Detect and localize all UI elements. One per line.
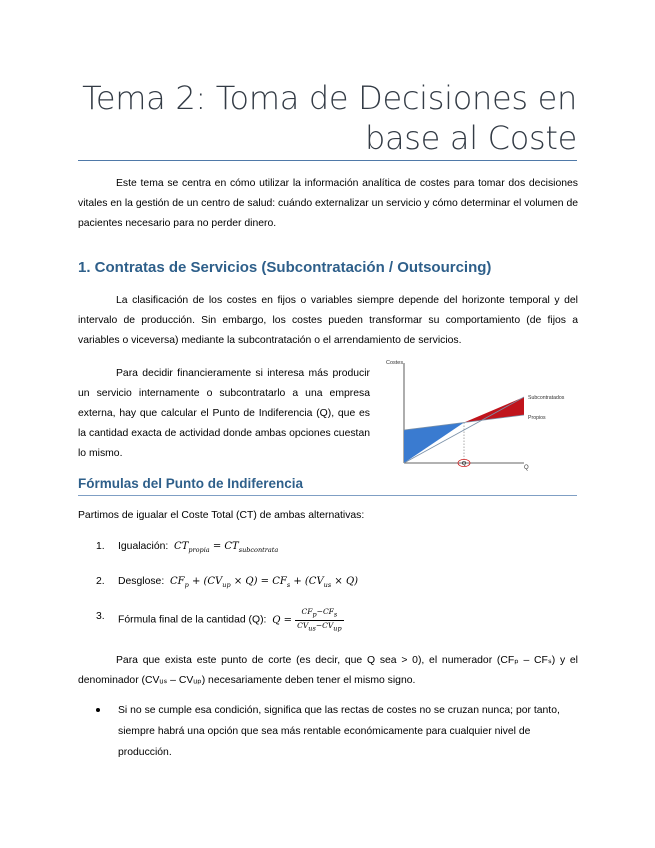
chart-legend-propios: Propios [528,415,546,421]
formula-steps [78,537,578,642]
step-1-equation: $CT_{propia} = CT_{subcontrata}$ [174,541,279,554]
page-title [57,78,577,158]
chart-q-label: Q [461,461,467,467]
step-1-number: 1. [96,541,105,552]
step-2-label: Desglose: [118,576,165,587]
section-1-paragraph-1: La clasificación de los costes en fijos o variables siempre depende del horizonte temporal y del intervalo de producción. Sin embargo, los costes pueden transformar su comportamiento (de fijos a variables o viceversa) mediante la subcontratación o el arrendamiento de servicios. [78,295,578,346]
title-divider [78,160,577,161]
step-3 [78,607,578,642]
bullet-text: Si no se cumple esa condición, significa que las rectas de costes no se cruzan nunca; por tanto, siempre habrá una opción que sea más rentable económicamente para cualquier nivel de producción. [118,705,560,758]
step-1 [78,537,578,572]
section-2-divider [78,495,577,496]
intro-paragraph: Este tema se centra en cómo utilizar la información analítica de costes para tomar dos decisiones vitales en la gestión de un centro de salud: cuándo externalizar un servicio y cómo determinar el volumen de pacientes necesario para no perder dinero. [78,178,578,229]
indifference-chart [378,355,578,477]
section-1-heading: 1. Contratas de Servicios (Subcontratación / Outsourcing) [78,259,492,276]
title-line-1: Tema 2: Toma de Decisiones en [82,79,577,117]
step-1-text [118,537,278,560]
step-2-number: 2. [96,576,105,587]
bullet-dot [96,708,100,712]
condition-paragraph: Para que exista este punto de corte (es decir, que Q sea > 0), el numerador (CFₚ – CFₛ) y el denominador (CVᵤₛ – CVᵤₚ) necesariamente deben tener el mismo signo. [78,655,578,686]
step-1-label: Igualación: [118,541,169,552]
step-2-text [118,572,358,595]
title-line-2: base al Coste [364,119,577,157]
chart-ylabel: Costes [386,360,404,366]
step-3-equation: Q = $\frac{CF_p-CF_s}{CV_{us}-CV_{up}}$ [272,607,342,632]
chart-xlabel: Q [524,465,529,471]
section-2-lead: Partimos de igualar el Coste Total (CT) de ambas alternativas: [78,510,365,521]
section-1-paragraph-2: Para decidir financieramente si interesa más producir un servicio internamente o subcontratarlo a una empresa externa, hay que calcular el Punto de Indiferencia (Q), que es la cantidad exacta de actividad donde ambas opciones cuestan lo mismo. [78,368,370,459]
step-3-label: Fórmula final de la cantidad (Q): [118,614,267,626]
step-3-text [118,607,344,633]
chart-legend-subcontratados: Subcontratados [528,395,565,401]
step-2 [78,572,578,607]
step-3-number: 3. [96,611,105,622]
section-2-heading: Fórmulas del Punto de Indiferencia [78,476,304,491]
step-2-equation: $CF_p + (CV_{up} \times Q) = CF_s + (CV_{us} \times Q)$ [170,576,359,589]
